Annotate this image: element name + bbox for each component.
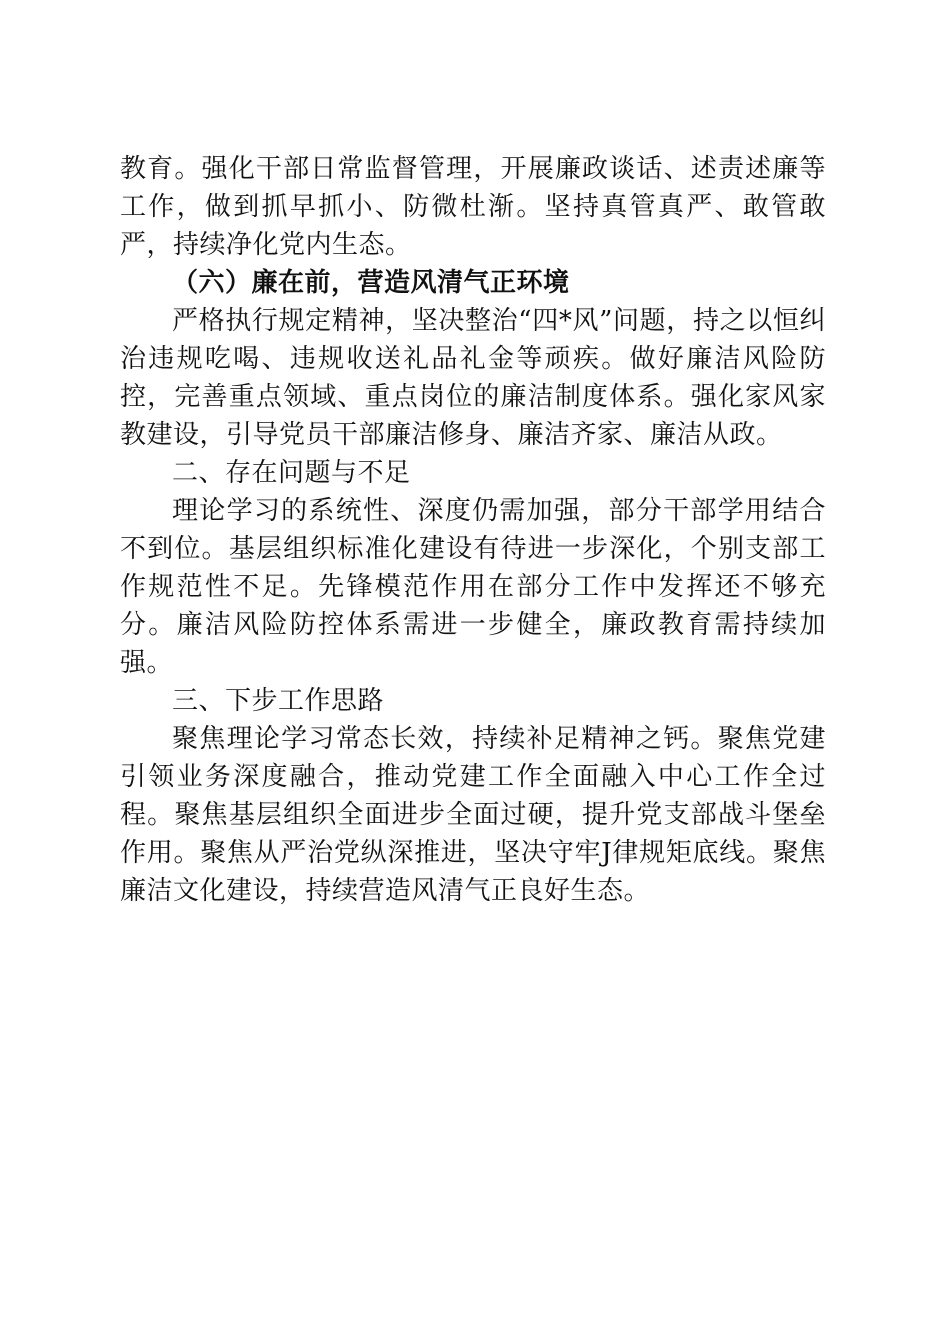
paragraph-next-steps: 聚焦理论学习常态长效，持续补足精神之钙。聚焦党建引领业务深度融合，推动党建工作全面融入中心工作全过程。聚焦基层组织全面进步全面过硬，提升党支部战斗堡垒作用。聚焦从严治党纵深推进，坚决守牢J律规矩底线。聚焦廉洁文化建设，持续营造风清气正良好生态。 [120, 724, 826, 906]
paragraph-supervision: 教育。强化干部日常监督管理，开展廉政谈话、述责述廉等工作，做到抓早抓小、防微杜渐。坚持真管真严、敢管敢严，持续净化党内生态。 [120, 154, 826, 260]
document-page [120, 150, 826, 910]
section-heading-next-steps: 三、下步工作思路 [172, 686, 385, 716]
subsection-heading-integrity: （六）廉在前，营造风清气正环境 [172, 268, 570, 298]
paragraph-integrity: 严格执行规定精神，坚决整治“四*风”问题，持之以恒纠治违规吃喝、违规收送礼品礼金等顽疾。做好廉洁风险防控，完善重点领域、重点岗位的廉洁制度体系。强化家风家教建设，引导党员干部廉洁修身、廉洁齐家、廉洁从政。 [120, 306, 826, 450]
paragraph-problems: 理论学习的系统性、深度仍需加强，部分干部学用结合不到位。基层组织标准化建设有待进一步深化，个别支部工作规范性不足。先锋模范作用在部分工作中发挥还不够充分。廉洁风险防控体系需进一步健全，廉政教育需持续加强。 [120, 496, 826, 678]
section-heading-problems: 二、存在问题与不足 [172, 458, 411, 488]
